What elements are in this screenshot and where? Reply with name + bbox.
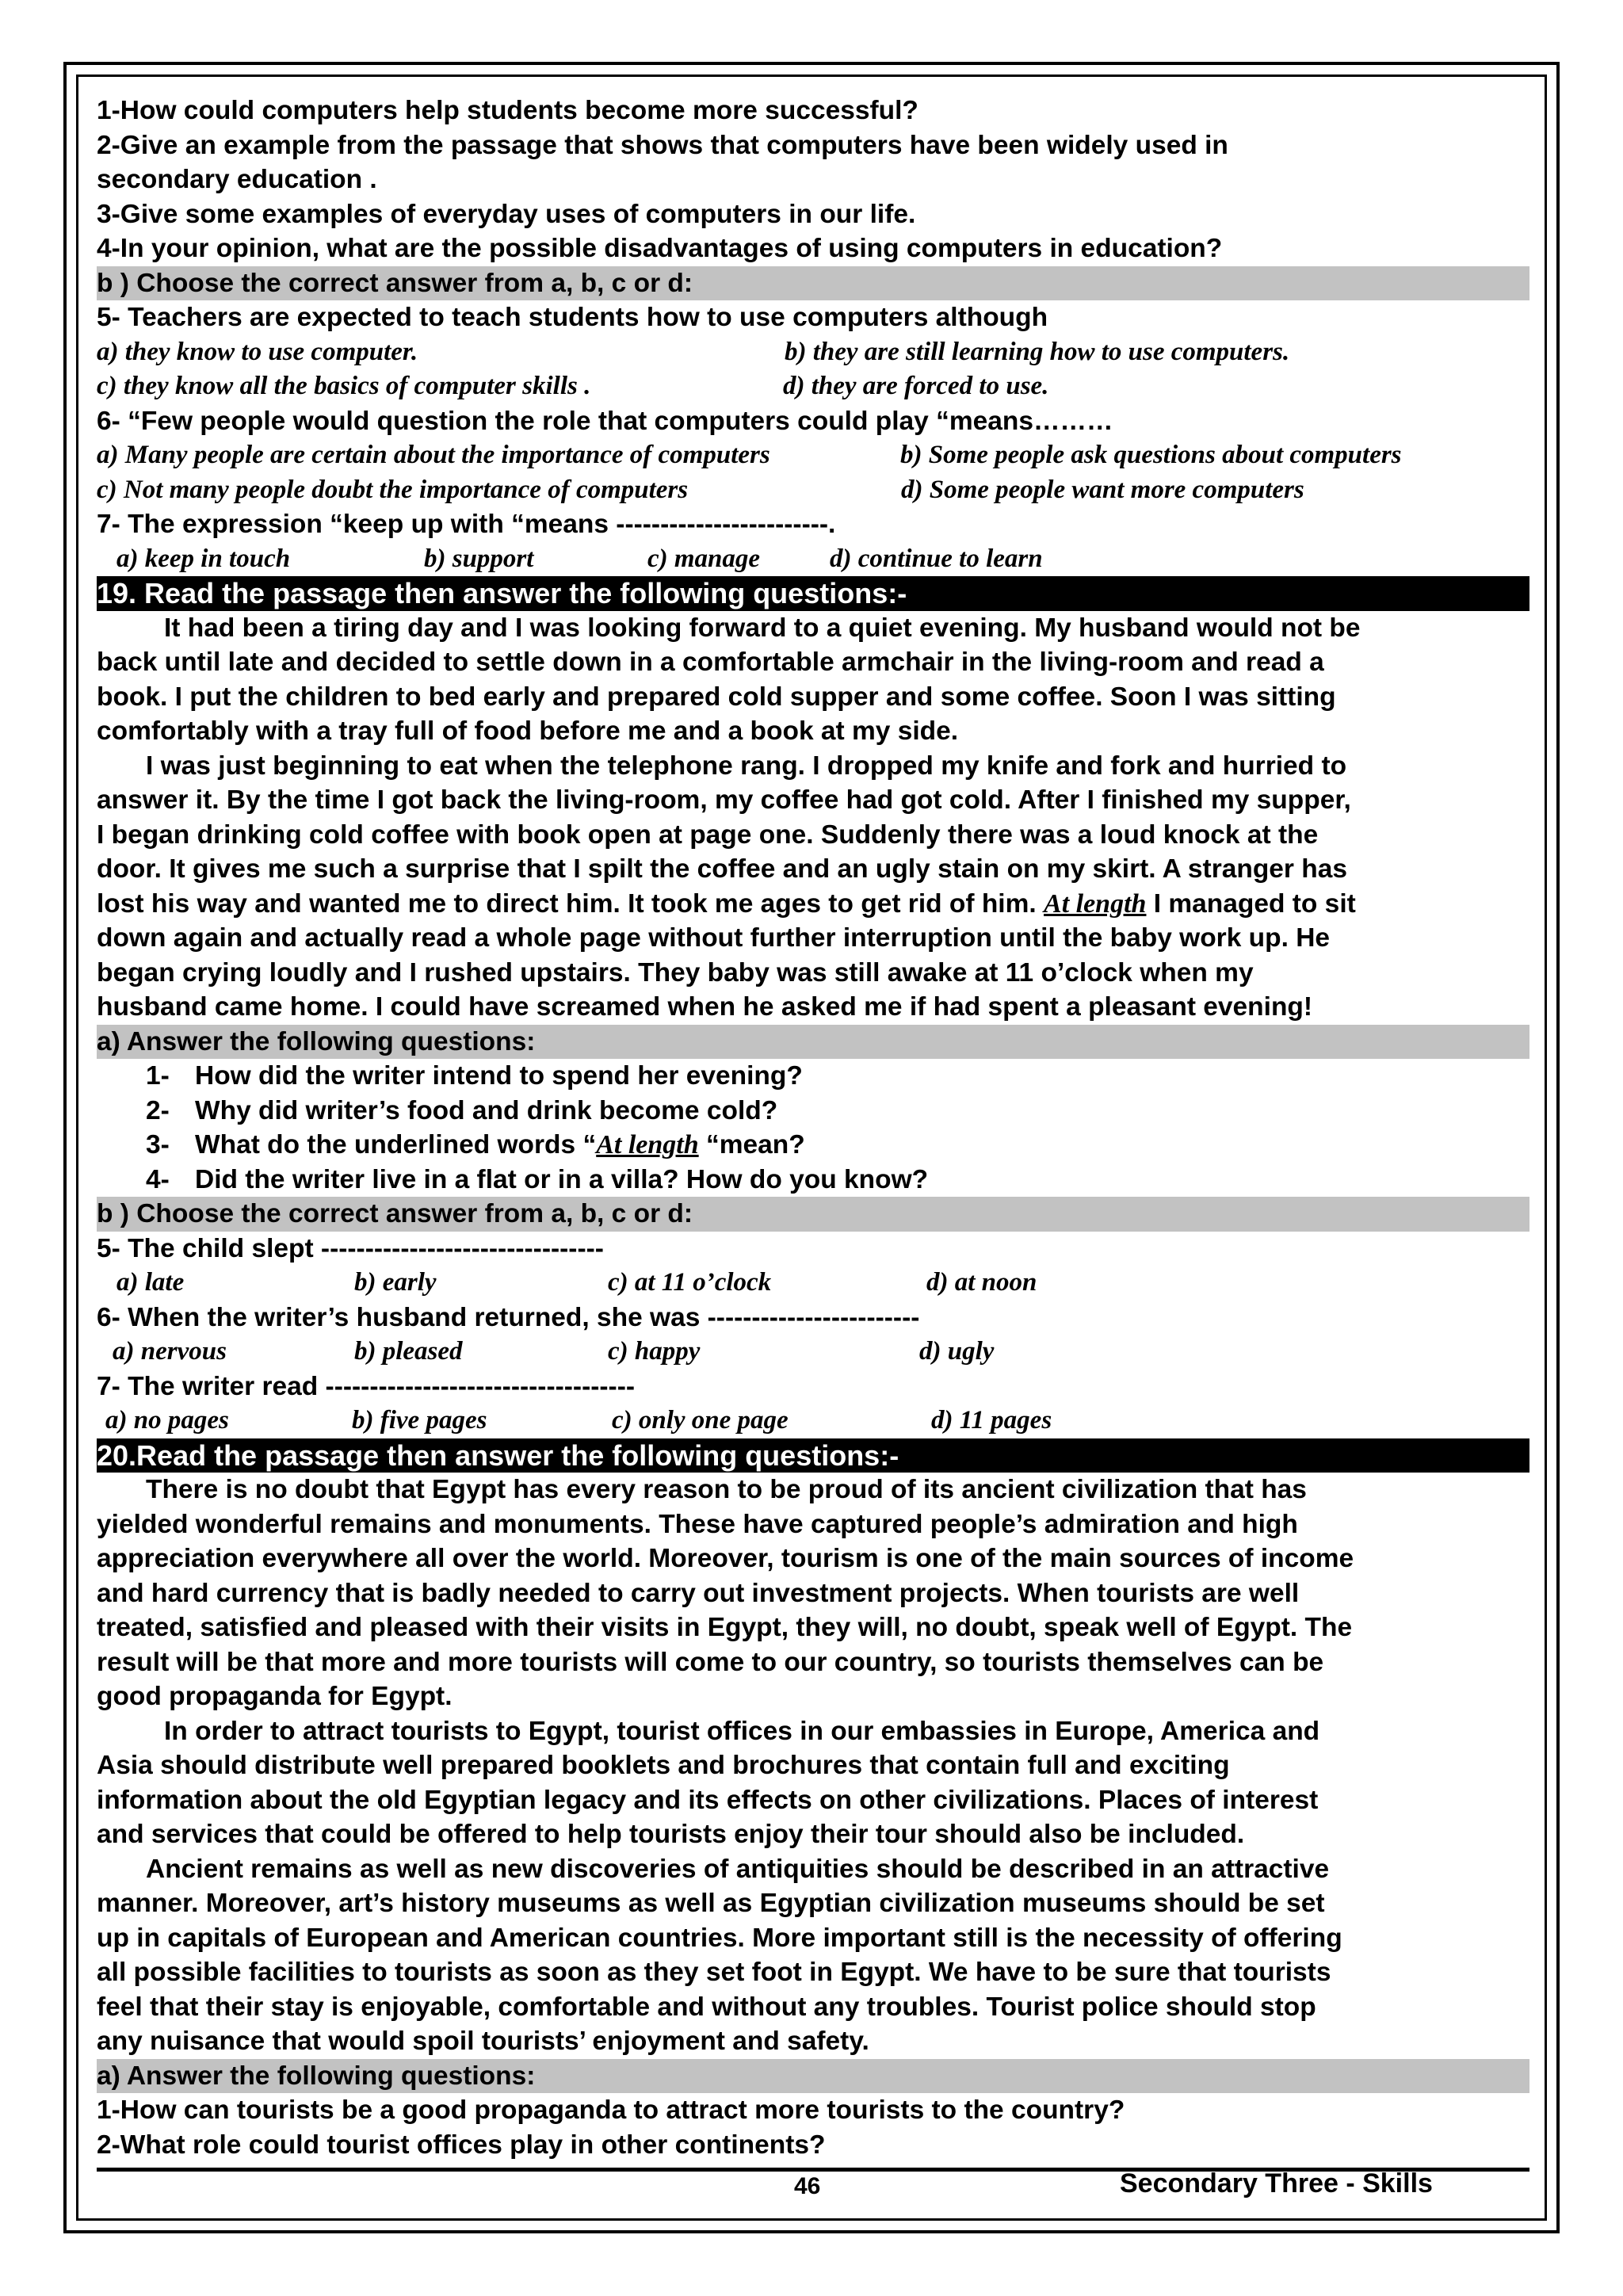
page-number: 46 bbox=[794, 2173, 821, 2199]
question-2-line-2: secondary education . bbox=[97, 165, 377, 194]
option-b: b) Some people ask questions about computers bbox=[900, 441, 1402, 469]
option-b: b) support bbox=[424, 544, 534, 573]
option-d: d) they are forced to use. bbox=[783, 372, 1049, 400]
option-c: c) only one page bbox=[612, 1406, 789, 1435]
section-a-heading: a) Answer the following questions: bbox=[97, 2059, 1529, 2094]
option-b: b) early bbox=[354, 1268, 437, 1297]
mcq-5: 5- Teachers are expected to teach students how to use computers although bbox=[97, 303, 1048, 332]
passage-20-line: good propaganda for Egypt. bbox=[97, 1682, 453, 1711]
question-4: 4- Did the writer live in a flat or in a villa? How do you know? bbox=[146, 1164, 929, 1194]
question-1: 1- How did the writer intend to spend her evening? bbox=[146, 1061, 803, 1091]
question-1: 1-How can tourists be a good propaganda to attract more tourists to the country? bbox=[97, 2095, 1125, 2125]
option-a: a) no pages bbox=[105, 1406, 229, 1435]
mcq-6-options bbox=[97, 1335, 1529, 1370]
worksheet-content bbox=[97, 94, 1529, 2162]
option-a: a) Many people are certain about the importance of computers bbox=[97, 441, 770, 469]
passage-20-line: treated, satisfied and pleased with their visits in Egypt, they will, no doubt, speak well of Egypt. The bbox=[97, 1613, 1353, 1642]
passage-19-line: comfortably with a tray full of food before me and a book at my side. bbox=[97, 716, 959, 746]
passage-19-line: back until late and decided to settle down in a comfortable armchair in the living-room and read a bbox=[97, 648, 1324, 677]
passage-20-line: There is no doubt that Egypt has every reason to be proud of its ancient civilization that has bbox=[146, 1475, 1307, 1504]
underlined-at-length: At length bbox=[596, 1130, 699, 1159]
mcq-5: 5- The child slept -------------------------------- bbox=[97, 1233, 604, 1263]
option-a: a) late bbox=[116, 1268, 185, 1297]
mcq-6-options-row-2 bbox=[97, 473, 1529, 508]
section-b-heading: b ) Choose the correct answer from a, b, c or d: bbox=[97, 266, 1529, 301]
passage-20-line: Ancient remains as well as new discoveries of antiquities should be described in an attractive bbox=[146, 1854, 1330, 1884]
passage-19-line: answer it. By the time I got back the living-room, my coffee had got cold. After I finished my supper, bbox=[97, 785, 1351, 815]
option-d: d) ugly bbox=[919, 1337, 995, 1366]
mcq-7: 7- The writer read ----------------------------------- bbox=[97, 1371, 636, 1401]
section-b-heading: b ) Choose the correct answer from a, b, c or d: bbox=[97, 1197, 1529, 1232]
passage-19-line: book. I put the children to bed early and prepared cold supper and some coffee. Soon I was sitting bbox=[97, 682, 1336, 712]
mcq-5-options bbox=[97, 1266, 1529, 1301]
passage-19-line: down again and actually read a whole page without further interruption until the baby work up. He bbox=[97, 923, 1331, 953]
question-2: 2-What role could tourist offices play in other continents? bbox=[97, 2130, 826, 2160]
passage-20-line: any nuisance that would spoil tourists’ enjoyment and safety. bbox=[97, 2027, 869, 2056]
passage-19-line: I was just beginning to eat when the telephone rang. I dropped my knife and fork and hurried to bbox=[146, 751, 1347, 781]
option-d: d) Some people want more computers bbox=[901, 475, 1304, 504]
passage-20-line: result will be that more and more tourists will come to our country, so tourists themselves can be bbox=[97, 1647, 1324, 1677]
passage-19-line: husband came home. I could have screamed when he asked me if had spent a pleasant evening! bbox=[97, 992, 1313, 1022]
section-19-heading: 19. Read the passage then answer the following questions:- bbox=[97, 576, 1529, 611]
option-c: c) they know all the basics of computer skills . bbox=[97, 372, 591, 400]
passage-20-line: and hard currency that is badly needed to carry out investment projects. When tourists are well bbox=[97, 1578, 1300, 1608]
question-1: 1-How could computers help students become more successful? bbox=[97, 96, 918, 125]
option-a: a) keep in touch bbox=[116, 544, 291, 573]
question-2: 2- Why did writer’s food and drink become cold? bbox=[146, 1095, 778, 1125]
passage-19-line: began crying loudly and I rushed upstairs. They baby was still awake at 11 o’clock when my bbox=[97, 957, 1254, 988]
passage-19-line: It had been a tiring day and I was looking forward to a quiet evening. My husband would not be bbox=[164, 613, 1361, 643]
footer-label: Secondary Three - Skills bbox=[1120, 2168, 1433, 2199]
option-b: b) five pages bbox=[352, 1406, 487, 1435]
passage-20-line: manner. Moreover, art’s history museums as well as Egyptian civilization museums should be set bbox=[97, 1889, 1325, 1918]
passage-19-line: I began drinking cold coffee with book open at page one. Suddenly there was a loud knock at the bbox=[97, 819, 1319, 850]
question-3: 3- What do the underlined words “At length “mean? bbox=[146, 1130, 805, 1159]
passage-20-line: information about the old Egyptian legacy and its effects on other civilizations. Places of interest bbox=[97, 1785, 1319, 1815]
passage-19-line: door. It gives me such a surprise that I spilt the coffee and an ugly stain on my skirt. A stranger has bbox=[97, 854, 1348, 884]
option-a: a) they know to use computer. bbox=[97, 337, 418, 366]
option-c: c) at 11 o’clock bbox=[608, 1268, 772, 1297]
passage-20-line: and services that could be offered to help tourists enjoy their tour should also be included. bbox=[97, 1820, 1245, 1849]
question-4: 4-In your opinion, what are the possible disadvantages of using computers in education? bbox=[97, 234, 1223, 263]
option-b: b) pleased bbox=[354, 1337, 463, 1366]
question-2-line-1: 2-Give an example from the passage that shows that computers have been widely used in bbox=[97, 130, 1228, 160]
section-20-heading: 20.Read the passage then answer the following questions:- bbox=[97, 1438, 1529, 1473]
mcq-6: 6- When the writer’s husband returned, she was ------------------------ bbox=[97, 1302, 920, 1332]
passage-20-line: all possible facilities to tourists as soon as they set foot in Egypt. We have to be sure that tourists bbox=[97, 1958, 1331, 1987]
passage-19-line-with-underline: lost his way and wanted me to direct him. It took me ages to get rid of him. At length I managed to sit bbox=[97, 888, 1356, 919]
option-c: c) manage bbox=[647, 544, 761, 573]
mcq-6: 6- “Few people would question the role that computers could play “means……… bbox=[97, 406, 1113, 436]
passage-20-line: up in capitals of European and American countries. More important still is the necessity of offering bbox=[97, 1923, 1342, 1953]
underlined-at-length: At length bbox=[1044, 888, 1147, 919]
mcq-5-options-row-2 bbox=[97, 369, 1529, 404]
option-d: d) continue to learn bbox=[830, 544, 1043, 573]
section-a-heading: a) Answer the following questions: bbox=[97, 1025, 1529, 1060]
question-3: 3-Give some examples of everyday uses of computers in our life. bbox=[97, 199, 916, 229]
passage-20-line: yielded wonderful remains and monuments. These have captured people’s admiration and high bbox=[97, 1509, 1298, 1539]
passage-20-line: feel that their stay is enjoyable, comfortable and without any troubles. Tourist police should stop bbox=[97, 1992, 1316, 2022]
mcq-7: 7- The expression “keep up with “means ------------------------. bbox=[97, 510, 836, 539]
passage-20-line: Asia should distribute well prepared booklets and brochures that contain full and exciting bbox=[97, 1751, 1230, 1780]
option-a: a) nervous bbox=[113, 1337, 227, 1366]
mcq-5-options-row-1 bbox=[97, 335, 1529, 370]
mcq-7-options bbox=[97, 1404, 1529, 1438]
option-d: d) 11 pages bbox=[931, 1406, 1052, 1435]
option-c: c) happy bbox=[608, 1337, 701, 1366]
option-d: d) at noon bbox=[926, 1268, 1037, 1297]
option-c: c) Not many people doubt the importance of computers bbox=[97, 475, 689, 504]
option-b: b) they are still learning how to use computers. bbox=[785, 337, 1290, 366]
passage-20-line: appreciation everywhere all over the world. Moreover, tourism is one of the main sources of income bbox=[97, 1544, 1354, 1573]
mcq-6-options-row-1 bbox=[97, 438, 1529, 473]
passage-20-line: In order to attract tourists to Egypt, tourist offices in our embassies in Europe, America and bbox=[164, 1716, 1320, 1746]
mcq-7-options bbox=[97, 542, 1529, 577]
